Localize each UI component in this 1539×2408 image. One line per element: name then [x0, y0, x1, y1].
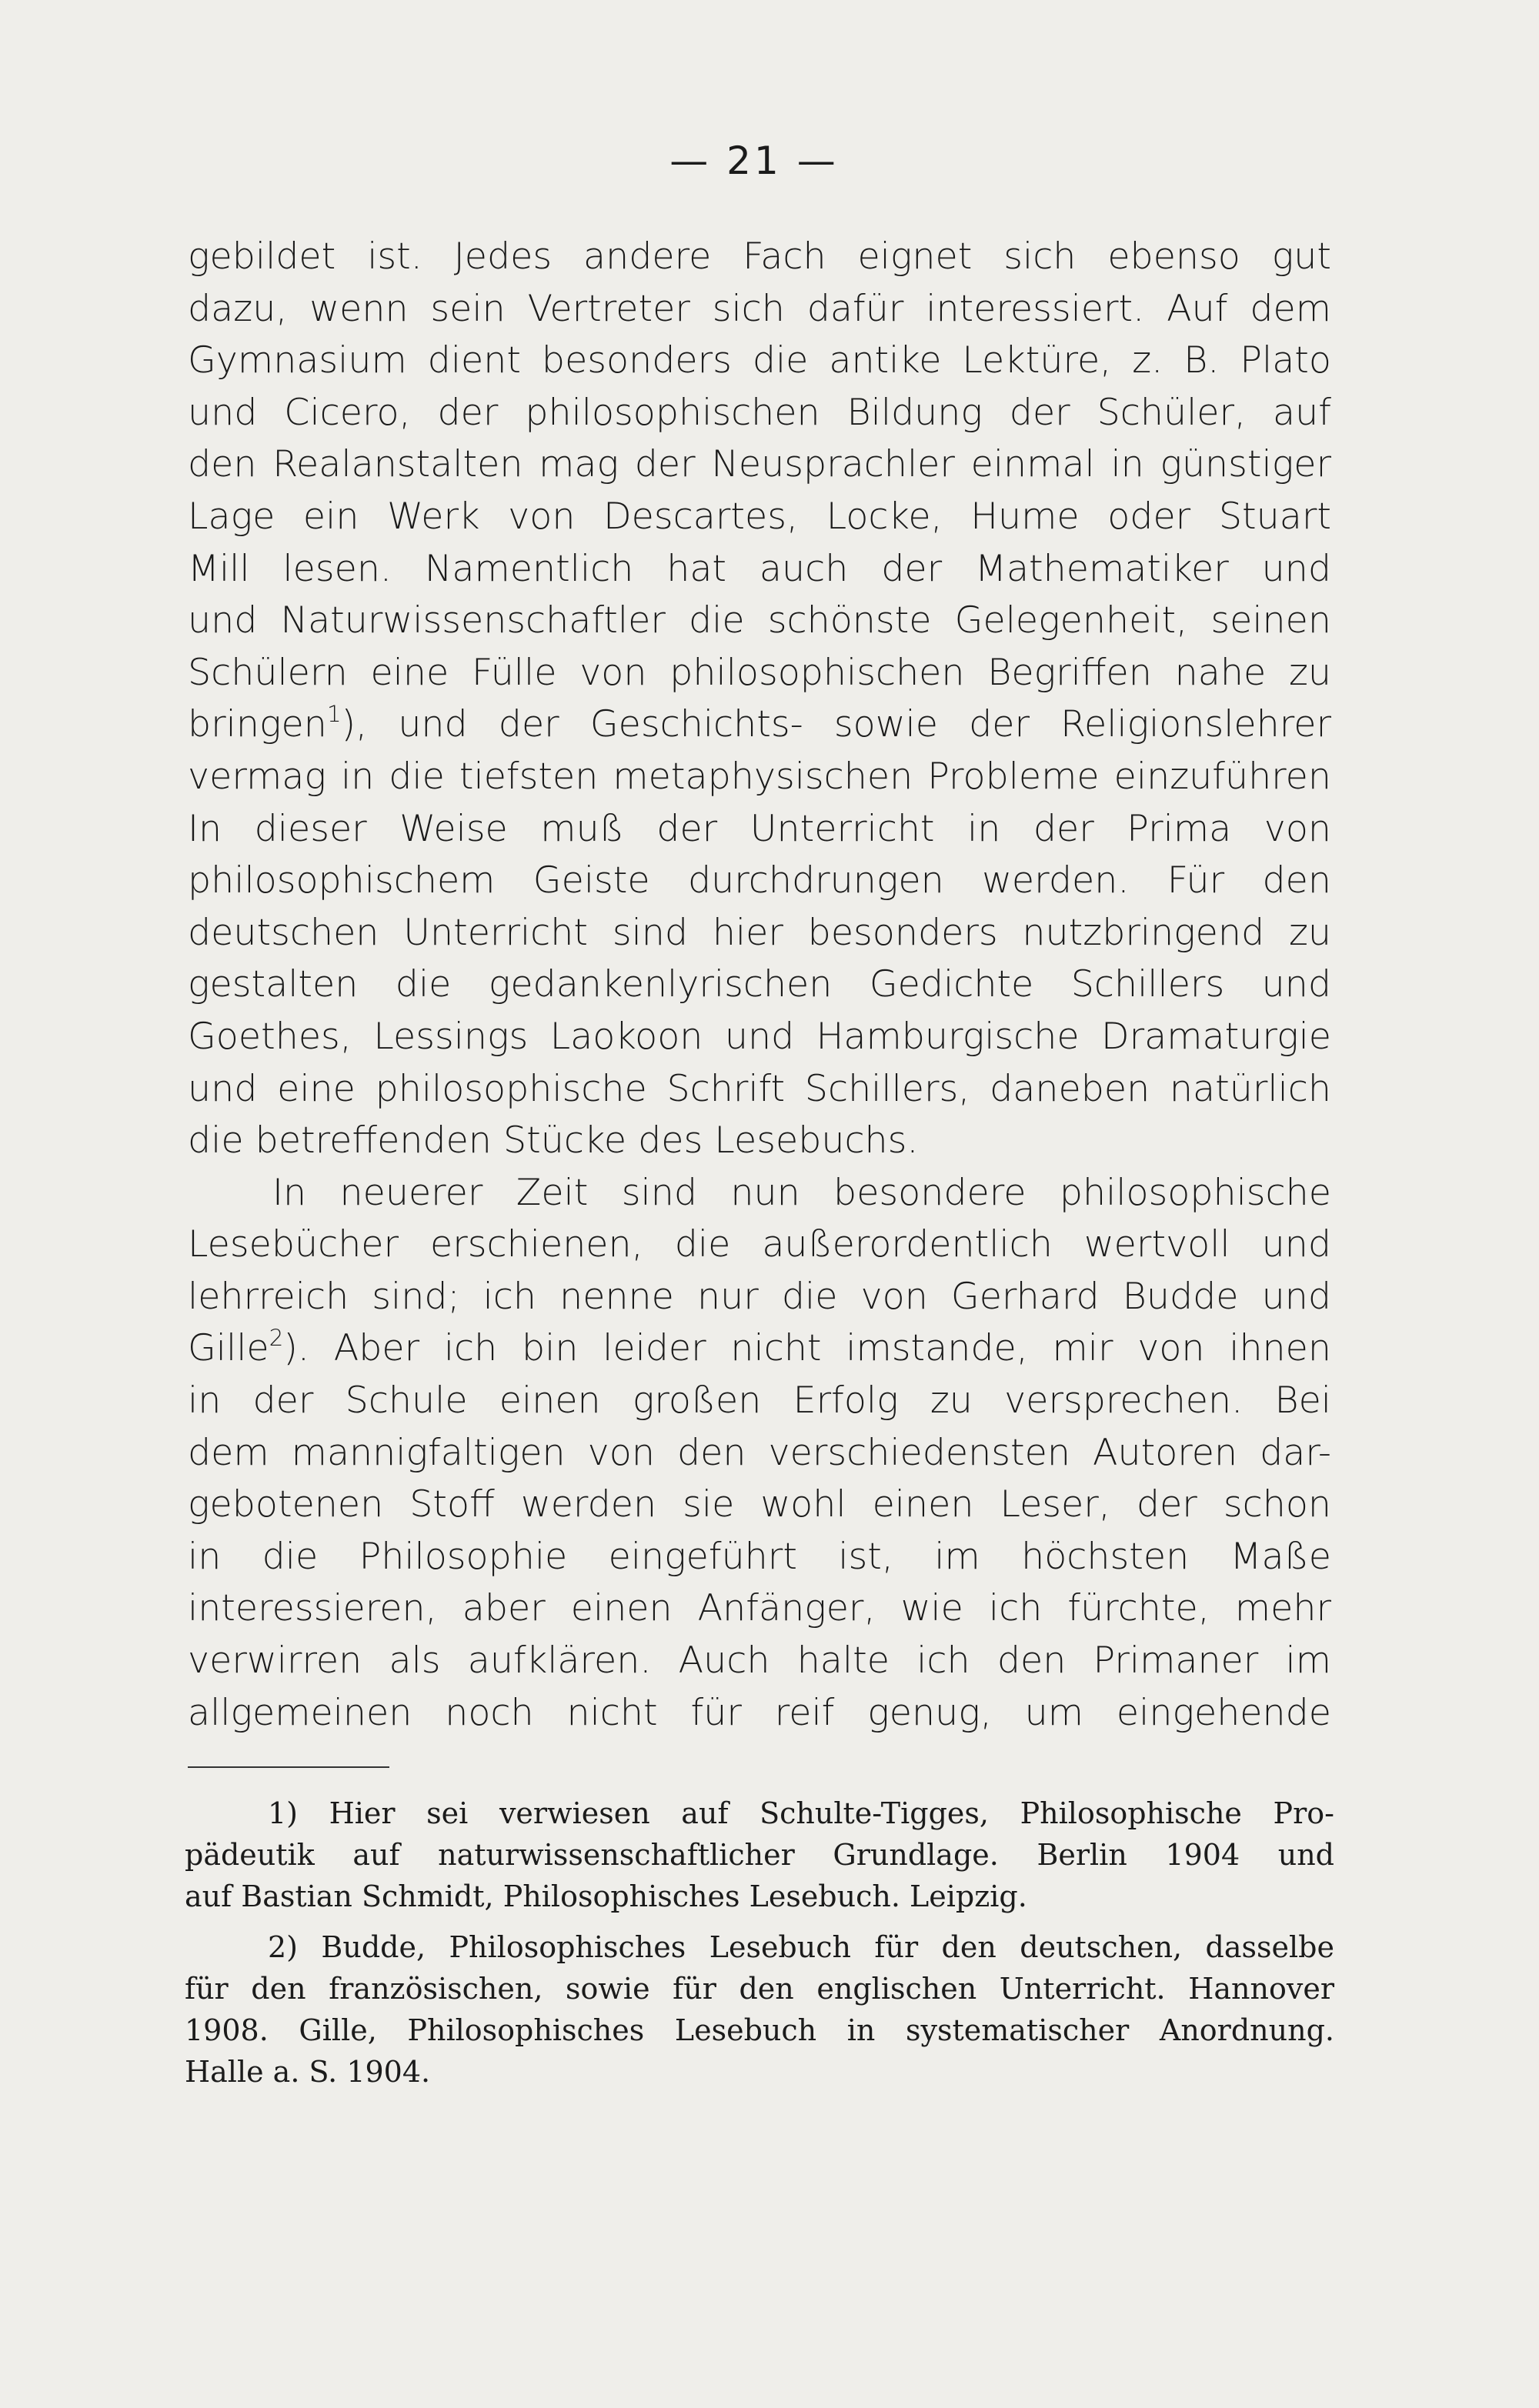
line-rest: ), und der Geschichts- sowie der Religionslehrer — [341, 703, 1331, 746]
text-line: philosophischem Geiste durchdrungen werden. Für den — [188, 859, 1331, 902]
footnote-line: 1) Hier sei verwiesen auf Schulte-Tigges, Philosophische Pro- — [268, 1796, 1334, 1830]
text-line: und Naturwissenschaftler die schönste Gelegenheit, seinen — [188, 599, 1331, 642]
footnote-gap — [185, 1917, 1334, 1926]
page-number: — 21 — — [669, 138, 839, 183]
text-line: allgemeinen noch nicht für reif genug, um eingehende — [188, 1691, 1331, 1734]
footnote-line: pädeutik auf naturwissenschaftlicher Grundlage. Berlin 1904 und — [185, 1838, 1334, 1872]
footnote-line: 2) Budde, Philosophisches Lesebuch für den deutschen, dasselbe — [268, 1930, 1334, 1964]
text-line: Gymnasium dient besonders die antike Lektüre, z. B. Plato — [188, 339, 1331, 382]
line-start: Gille — [188, 1327, 269, 1370]
text-line: In dieser Weise muß der Unterricht in der Prima von — [188, 807, 1331, 850]
text-line-with-footnote-ref — [188, 1322, 1331, 1375]
footnote-1 — [185, 1793, 1334, 1917]
text-line: die betreffenden Stücke des Lesebuchs. — [188, 1119, 919, 1162]
footnote-line: 1908. Gille, Philosophisches Lesebuch in systematischer Anordnung. — [185, 2013, 1334, 2047]
text-line: gebildet ist. Jedes andere Fach eignet sich ebenso gut — [188, 235, 1331, 278]
text-line: dem mannigfaltigen von den verschiedensten Autoren dar- — [188, 1431, 1331, 1474]
text-line: verwirren als aufklären. Auch halte ich den Primaner im — [188, 1639, 1331, 1683]
text-line: in die Philosophie eingeführt ist, im höchsten Maße — [188, 1535, 1331, 1578]
main-text — [188, 231, 1331, 1739]
text-line: deutschen Unterricht sind hier besonders nutzbringend zu — [188, 911, 1331, 954]
text-line: interessieren, aber einen Anfänger, wie ich fürchte, mehr — [188, 1587, 1331, 1630]
text-line: dazu, wenn sein Vertreter sich dafür interessiert. Auf dem — [188, 287, 1331, 330]
paragraph-start-line: In neuerer Zeit sind nun besondere philosophische — [272, 1171, 1331, 1214]
footnote-ref-2[interactable]: 2 — [269, 1325, 284, 1352]
line-rest: ). Aber ich bin leider nicht imstande, mir von ihnen — [283, 1327, 1331, 1370]
text-line: den Realanstalten mag der Neusprachler einmal in günstiger — [188, 443, 1331, 486]
text-line: und eine philosophische Schrift Schillers, daneben natürlich — [188, 1067, 1331, 1110]
text-line-with-footnote-ref — [188, 699, 1331, 751]
text-line: Mill lesen. Namentlich hat auch der Mathematiker und — [188, 547, 1331, 590]
text-line: Goethes, Lessings Laokoon und Hamburgische Dramaturgie — [188, 1015, 1331, 1058]
footnote-line: für den französischen, sowie für den englischen Unterricht. Hannover — [185, 1972, 1334, 2006]
line-start: bringen — [188, 703, 327, 746]
footnote-line: Halle a. S. 1904. — [185, 2055, 431, 2089]
text-line: Lesebücher erschienen, die außerordentlich wertvoll und — [188, 1223, 1331, 1266]
footnote-ref-1[interactable]: 1 — [326, 701, 342, 728]
text-line: gebotenen Stoff werden sie wohl einen Leser, der schon — [188, 1483, 1331, 1526]
footnotes — [185, 1793, 1334, 2093]
text-line: in der Schule einen großen Erfolg zu versprechen. Bei — [188, 1379, 1331, 1422]
text-line: Schülern eine Fülle von philosophischen Begriffen nahe zu — [188, 651, 1331, 694]
text-line: lehrreich sind; ich nenne nur die von Gerhard Budde und — [188, 1275, 1331, 1318]
text-line: vermag in die tiefsten metaphysischen Probleme einzuführen — [188, 755, 1331, 798]
text-line: und Cicero, der philosophischen Bildung der Schüler, auf — [188, 391, 1331, 434]
footnote-separator — [188, 1766, 389, 1768]
text-line: Lage ein Werk von Descartes, Locke, Hume oder Stuart — [188, 495, 1331, 538]
footnote-2 — [185, 1926, 1334, 2093]
footnote-line: auf Bastian Schmidt, Philosophisches Lesebuch. Leipzig. — [185, 1879, 1027, 1913]
text-line: gestalten die gedankenlyrischen Gedichte Schillers und — [188, 963, 1331, 1006]
